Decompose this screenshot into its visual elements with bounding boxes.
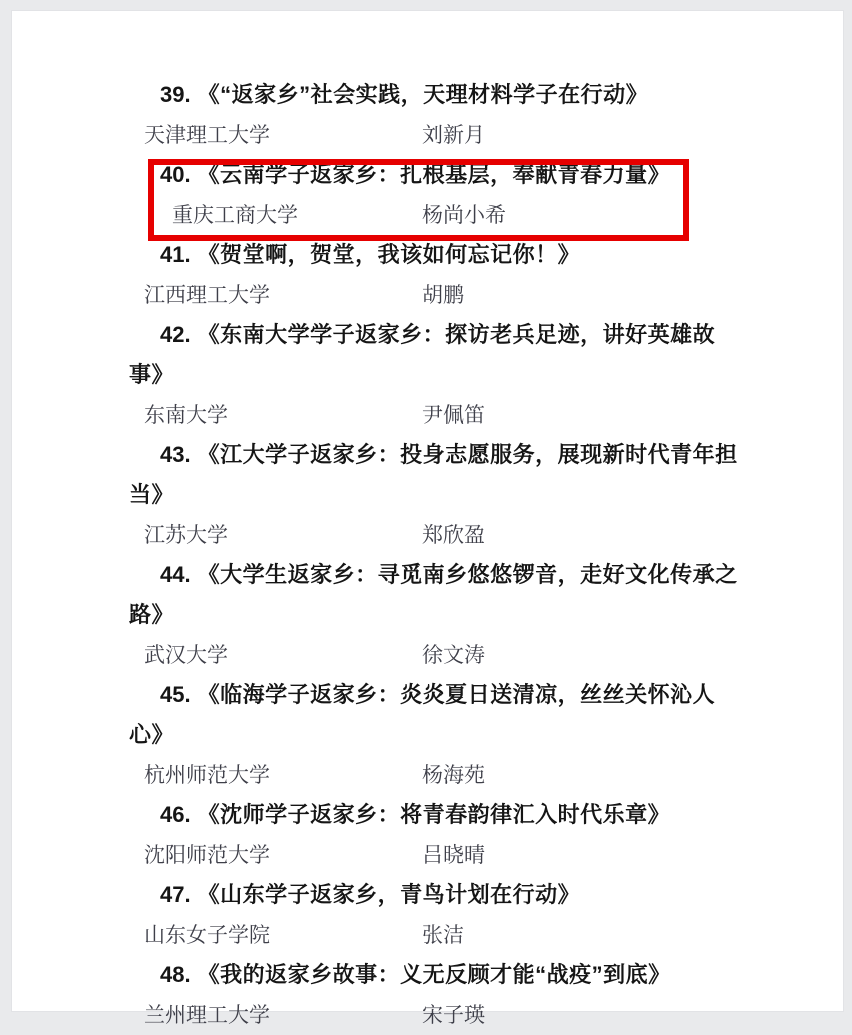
entry-list	[129, 75, 749, 1035]
entry-title	[129, 235, 749, 275]
entry-title	[129, 315, 749, 395]
list-item	[129, 955, 749, 1035]
list-item	[129, 435, 749, 555]
author-name: 刘新月	[422, 123, 485, 147]
entry-title-text: 《沈师学子返家乡：将青春韵律汇入时代乐章》	[197, 802, 671, 827]
school-name: 山东女子学院	[144, 923, 270, 947]
entry-title-text: 《山东学子返家乡，青鸟计划在行动》	[197, 882, 581, 907]
school-name: 兰州理工大学	[144, 1003, 270, 1027]
list-item	[129, 875, 749, 955]
list-item	[129, 235, 749, 315]
entry-title-text: 《江大学子返家乡：投身志愿服务，展现新时代青年担当》	[129, 442, 738, 507]
school-name: 江苏大学	[144, 523, 228, 547]
school-name: 武汉大学	[144, 643, 228, 667]
entry-number: 45.	[160, 682, 191, 707]
entry-title	[129, 75, 749, 115]
school-name: 沈阳师范大学	[144, 843, 270, 867]
entry-title	[129, 155, 749, 195]
entry-title	[129, 795, 749, 835]
list-item	[129, 795, 749, 875]
entry-title	[129, 435, 749, 515]
entry-meta	[129, 635, 749, 675]
entry-title	[129, 675, 749, 755]
entry-meta	[129, 275, 749, 315]
entry-meta	[129, 515, 749, 555]
entry-title-text: 《东南大学学子返家乡：探访老兵足迹，讲好英雄故事》	[129, 322, 716, 387]
entry-title-text: 《“返家乡”社会实践，天理材料学子在行动》	[197, 82, 649, 107]
entry-title	[129, 875, 749, 915]
entry-meta	[129, 395, 749, 435]
entry-number: 48.	[160, 962, 191, 987]
list-item-highlighted	[129, 155, 749, 235]
entry-number: 46.	[160, 802, 191, 827]
entry-title-text: 《我的返家乡故事：义无反顾才能“战疫”到底》	[197, 962, 671, 987]
author-name: 杨尚小希	[422, 203, 506, 227]
entry-number: 41.	[160, 242, 191, 267]
entry-number: 40.	[160, 162, 191, 187]
entry-title	[129, 555, 749, 635]
entry-title-text: 《云南学子返家乡：扎根基层，奉献青春力量》	[197, 162, 671, 187]
entry-title-text: 《大学生返家乡：寻觅南乡悠悠锣音，走好文化传承之路》	[129, 562, 738, 627]
author-name: 宋子瑛	[422, 1003, 485, 1027]
entry-meta	[129, 995, 749, 1035]
school-name: 东南大学	[144, 403, 228, 427]
entry-meta	[129, 195, 749, 235]
entry-title-text: 《临海学子返家乡：炎炎夏日送清凉，丝丝关怀沁人心》	[129, 682, 716, 747]
document-page	[11, 10, 844, 1027]
list-item	[129, 555, 749, 675]
entry-meta	[129, 915, 749, 955]
author-name: 尹佩笛	[422, 403, 485, 427]
entry-number: 43.	[160, 442, 191, 467]
list-item	[129, 315, 749, 435]
author-name: 吕晓晴	[422, 843, 485, 867]
author-name: 杨海苑	[422, 763, 485, 787]
entry-number: 39.	[160, 82, 191, 107]
entry-meta	[129, 835, 749, 875]
entry-number: 47.	[160, 882, 191, 907]
list-item	[129, 75, 749, 155]
list-item	[129, 675, 749, 795]
school-name: 重庆工商大学	[172, 203, 298, 227]
author-name: 徐文涛	[422, 643, 485, 667]
school-name: 杭州师范大学	[144, 763, 270, 787]
entry-meta	[129, 115, 749, 155]
entry-number: 42.	[160, 322, 191, 347]
entry-meta	[129, 755, 749, 795]
author-name: 张洁	[422, 923, 464, 947]
entry-title-text: 《贺堂啊，贺堂，我该如何忘记你！》	[197, 242, 581, 267]
author-name: 胡鹏	[422, 283, 464, 307]
entry-title	[129, 955, 749, 995]
entry-number: 44.	[160, 562, 191, 587]
author-name: 郑欣盈	[422, 523, 485, 547]
school-name: 江西理工大学	[144, 283, 270, 307]
school-name: 天津理工大学	[144, 123, 270, 147]
